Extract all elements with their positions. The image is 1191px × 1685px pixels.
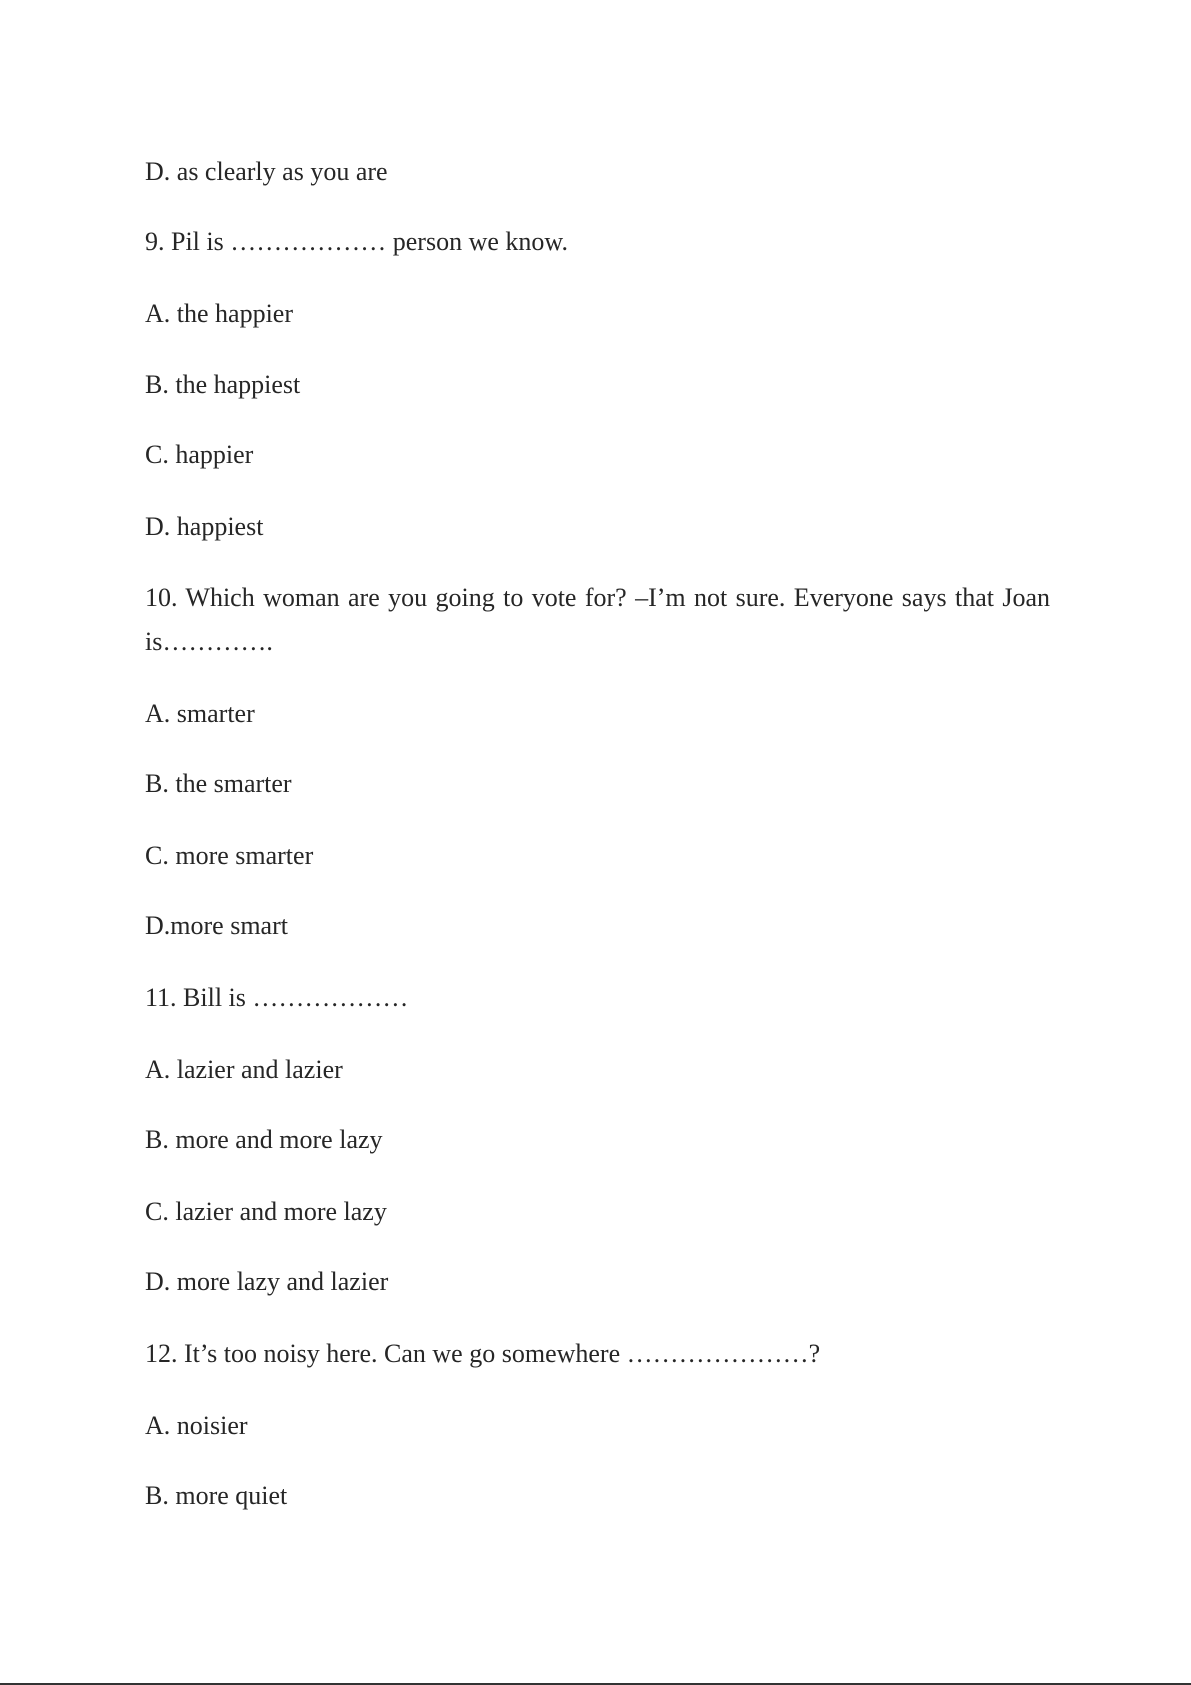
option-10b: B. the smarter — [145, 769, 292, 798]
option-12a: A. noisier — [145, 1411, 248, 1440]
option-10a: A. smarter — [145, 699, 255, 728]
question-12: 12. It’s too noisy here. Can we go somewhere …………………? — [145, 1339, 821, 1368]
option-11c: C. lazier and more lazy — [145, 1197, 387, 1226]
option-9c: C. happier — [145, 440, 254, 469]
option-12b: B. more quiet — [145, 1481, 288, 1510]
question-11: 11. Bill is ……………… — [145, 983, 409, 1012]
option-8d: D. as clearly as you are — [145, 157, 388, 186]
option-11d: D. more lazy and lazier — [145, 1267, 389, 1296]
option-9d: D. happiest — [145, 512, 264, 541]
option-11b: B. more and more lazy — [145, 1125, 383, 1154]
option-11a: A. lazier and lazier — [145, 1055, 343, 1084]
option-9a: A. the happier — [145, 299, 294, 328]
question-9: 9. Pil is ……………… person we know. — [145, 227, 568, 256]
option-9b: B. the happiest — [145, 370, 301, 399]
question-10: 10. Which woman are you going to vote for? –I’m not sure. Everyone says that Joan is…………. — [145, 583, 1050, 656]
option-10c: C. more smarter — [145, 841, 314, 870]
option-10d: D.more smart — [145, 911, 288, 940]
